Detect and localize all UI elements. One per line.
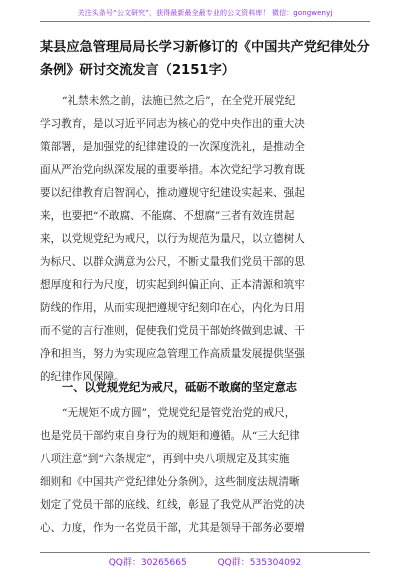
- text-line: 学习教育，是以习近平同志为核心的党中央作出的重大决: [40, 118, 305, 130]
- header-banner: 关注头条号“公文研究”，获得最新最全最专业的公文资料库！ 微信：gongwenyj: [77, 9, 333, 17]
- text-line: “无规矩不成方圆”，党规党纪是管党治党的戒尺，: [62, 407, 296, 419]
- text-line: “礼禁未然之前，法施已然之后”，在全党开展党纪: [62, 95, 296, 107]
- text-line: 净和担当，努力为实现应急管理工作高质量发展提供坚强: [40, 348, 305, 360]
- document-title: [40, 36, 370, 82]
- text-line: 为标尺、以群众满意为公尺，不断丈量我们党员干部的思: [40, 256, 305, 268]
- qq-group-1: QQ群：30265665: [108, 558, 187, 568]
- paragraph-section-1: [40, 402, 370, 540]
- title-line: 条例》研讨交流发言（2151字）: [40, 63, 235, 78]
- header-divider: [40, 21, 370, 22]
- text-line: 而不觉的言行准则，促使我们党员干部始终做到忠诚、干: [40, 325, 305, 337]
- text-line: 划定了党员干部的底线、红线，彰显了我党从严治党的决: [40, 499, 305, 511]
- section-heading: 一、以党规党纪为戒尺，砥砺不敢腐的坚定意志: [62, 381, 297, 394]
- text-line: 想厚度和行为尺度，切实起到纠偏正向、正本清源和筑牢: [40, 279, 305, 291]
- footer-divider: [40, 552, 370, 553]
- text-line: 的纪律作风保障。: [40, 371, 125, 383]
- paragraph-intro: [40, 90, 370, 389]
- text-line: 来，也要把“不敢腐、不能腐、不想腐”三者有效连贯起: [40, 210, 295, 222]
- text-line: 细则和《中国共产党纪律处分条例》，这些制度法规清晰: [40, 476, 300, 488]
- title-line: 某县应急管理局局长学习新修订的《中国共产党纪律处分: [40, 40, 370, 55]
- text-line: 策部署，是加强党的纪律建设的一次深度洗礼，是推动全: [40, 141, 305, 153]
- text-line: 要以纪律教育启智润心，推动遵规守纪建设实起来、强起: [40, 187, 305, 199]
- text-line: 面从严治党向纵深发展的重要举措。本次党纪学习教育既: [40, 164, 305, 176]
- text-line: 也是党员干部约束自身行为的规矩和遵循。从“三大纪律: [40, 430, 300, 442]
- text-line: 心、力度，作为一名党员干部，尤其是领导干部务必要增: [40, 522, 305, 534]
- text-line: 八项注意”到“六条规定”，再到中央八项规定及其实施: [40, 453, 290, 465]
- qq-group-2: QQ群：535304092: [217, 558, 302, 568]
- text-line: 防线的作用，从而实现把遵规守纪刻印在心，内化为日用: [40, 302, 305, 314]
- text-line: 来，以党规党纪为戒尺，以行为规范为量尺，以立德树人: [40, 233, 305, 245]
- footer-contacts: [40, 555, 370, 568]
